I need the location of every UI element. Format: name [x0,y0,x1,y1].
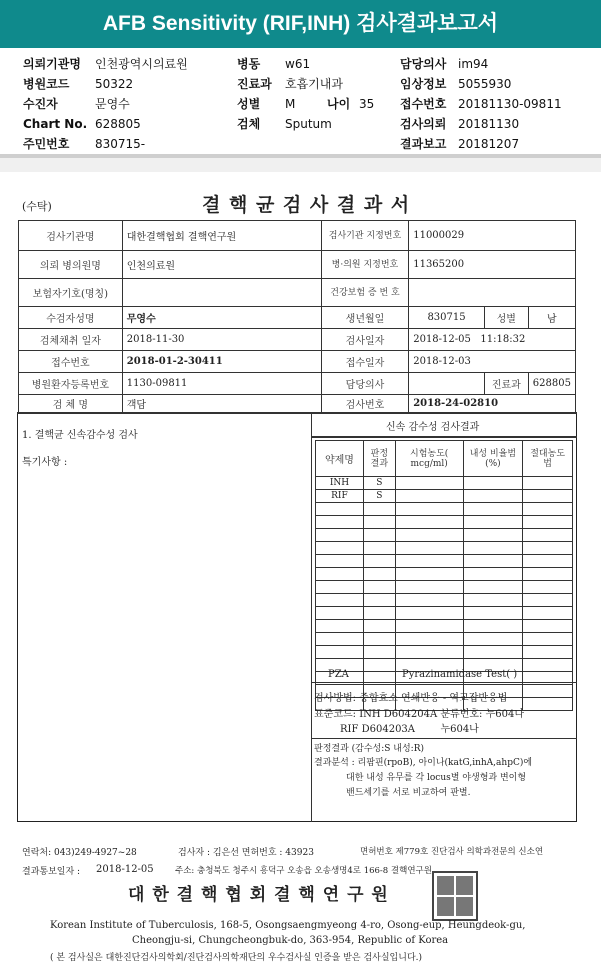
hospital-code-label: 병·의원 지정번호 [321,251,408,279]
empty-cell [523,633,573,646]
analysis-3: 밴드세기를 서로 비교하여 판별. [346,788,471,798]
analysis-2: 대한 내성 유무를 각 locus별 야생형과 변이형 [346,773,527,783]
judge: 판정결과 (감수성:S 내성:R) [314,744,424,754]
age-label: 나이 [327,97,351,111]
doctor-cell [409,373,485,395]
result-cell [523,490,573,503]
patient-name: 무영수 [122,307,321,329]
specimen-name-label: 검 체 명 [19,395,123,413]
patient-label: 수진자 [23,97,58,111]
empty-cell [363,594,395,607]
hospital-code-label: 병원코드 [23,77,70,91]
results-title: 신속 감수성 검사결과 [386,422,480,433]
pza-label: PZA [328,669,349,680]
request-date-value: 20181130 [458,117,520,131]
exam-org-code: 11000029 [409,221,576,251]
hospital: 인천의료원 [122,251,321,279]
collect-date-label: 검체채취 일자 [19,329,123,351]
receipt-no-value: 20181130-09811 [458,97,562,111]
empty-cell [363,633,395,646]
empty-cell [463,620,523,633]
department-value: 호흡기내과 [285,77,343,91]
hospital-code: 11365200 [409,251,576,279]
empty-cell [395,516,463,529]
result-cell [395,490,463,503]
empty-cell [316,568,364,581]
reg-no: 1130-09811 [122,373,321,395]
doctor-label: 담당의사 [400,57,447,71]
english-address-1: Korean Institute of Tuberculosis, 168-5, Osongsaengmyeong 4-ro, Osong-eup, Heungdeok-gu, [50,920,526,931]
empty-cell [523,698,573,711]
contact: 연락처: 043)249-4927~28 [22,848,137,858]
result-header: 판정 결과 [363,441,395,477]
accreditation-note: ( 본 검사실은 대한진단검사의학회/진단검사의학재단의 우수검사실 인증을 받은 검사실입니다.) [50,953,423,963]
dob: 830715 [409,307,485,329]
report-title: AFB Sensitivity (RIF,INH) 검사결과보고서 [0,0,601,48]
empty-cell [316,503,364,516]
sex-cell: 남 [528,307,575,329]
empty-cell [523,516,573,529]
empty-cell [363,646,395,659]
empty-cell [395,568,463,581]
result-cell [463,477,523,490]
test-no: 2018-24-02810 [409,395,576,413]
specimen-value: Sputum [285,117,332,131]
reg-no-label: 병원환자등록번호 [19,373,123,395]
empty-cell [523,568,573,581]
concentration-header: 시험농도( mcg/ml) [395,441,463,477]
clinical-info-label: 임상정보 [400,77,447,91]
empty-cell [463,607,523,620]
empty-cell [363,555,395,568]
insurance-value [122,279,321,307]
collect-date: 2018-11-30 [122,329,321,351]
empty-cell [316,633,364,646]
sex-cell-label: 성별 [484,307,528,329]
empty-cell [316,516,364,529]
empty-cell [395,542,463,555]
std-code-2: RIF D604203A 누604나 [340,724,479,735]
method-line [311,738,577,739]
license: 면허번호 제779호 진단검사 의학과전문의 신소연 [360,847,544,857]
patient-value: 문영수 [95,97,130,111]
separator-band [0,158,601,172]
empty-cell [523,594,573,607]
result-cell [523,477,573,490]
department-label: 진료과 [237,77,272,91]
pza-test: Pyrazinamidase Test( ) [402,669,518,680]
institution-label: 의뢰기관명 [23,57,81,71]
empty-cell [395,581,463,594]
empty-cell [395,594,463,607]
doctor-value: im94 [458,57,489,71]
empty-cell [363,542,395,555]
info-table [18,220,576,413]
empty-cell [463,594,523,607]
empty-cell [395,633,463,646]
drug-inh: INH [316,477,364,490]
empty-cell [523,646,573,659]
empty-cell [523,607,573,620]
empty-cell [316,620,364,633]
empty-cell [316,529,364,542]
empty-cell [395,607,463,620]
insurance-card-label: 건강보험 증 번 호 [321,279,408,307]
results-top-line [17,412,577,414]
empty-cell [363,516,395,529]
ratio-header: 내성 비율범(%) [463,441,523,477]
dob-label: 생년월일 [321,307,408,329]
receipt-no-label: 접수번호 [400,97,447,111]
inspector: 검사자 : 김은선 면허번호 : 43923 [178,848,314,858]
test-date-label: 검사일자 [321,329,408,351]
result-rif: S [363,490,395,503]
empty-cell [363,568,395,581]
clinical-info-value: 5055930 [458,77,512,91]
empty-cell [463,646,523,659]
test-datetime [409,329,576,351]
doctor-cell-label: 담당의사 [321,373,408,395]
results-title-line [311,436,577,438]
empty-cell [316,542,364,555]
official-seal [432,871,478,921]
empty-cell [363,620,395,633]
header-col2 [237,55,374,135]
specimen-label: 검체 [237,117,261,131]
empty-cell [363,529,395,542]
header-col1 [23,55,188,155]
insurance-label: 보험자기호(명칭) [19,279,123,307]
english-address-2: Cheongju-si, Chungcheongbuk-do, 363-954, Republic of Korea [132,935,449,946]
test-date: 2018-12-05 [413,334,471,345]
result-cell [395,477,463,490]
drug-header: 약제명 [316,441,364,477]
empty-cell [395,620,463,633]
empty-cell [463,516,523,529]
empty-cell [523,542,573,555]
resident-no-label: 주민번호 [23,137,70,151]
empty-cell [463,503,523,516]
dept-cell: 628805 [528,373,575,395]
specimen-name: 객담 [122,395,321,413]
absolute-header: 절대농도 법 [523,441,573,477]
header-col3 [400,55,562,155]
exam-org: 대한결핵협회 결핵연구원 [122,221,321,251]
pza-line [311,682,577,683]
sex-value: M [285,97,296,111]
address: 주소: 충청북도 청주시 흥덕구 오송읍 오송생명4로 166-8 결핵연구원 [175,866,432,876]
empty-cell [523,685,573,698]
empty-cell [523,620,573,633]
empty-cell [395,529,463,542]
chart-no-value: 628805 [95,117,141,131]
empty-cell [363,581,395,594]
insurance-card-value [409,279,576,307]
empty-cell [463,555,523,568]
analysis-1: 결과분석 : 리팜핀(rpoB), 아이나(katG,inhA,ahpC)에 [314,758,533,768]
empty-cell [523,529,573,542]
hospital-code-value: 50322 [95,77,134,91]
special-note-label: 특기사항 : [22,457,68,468]
empty-cell [316,646,364,659]
empty-cell [316,581,364,594]
recv-no-label: 접수번호 [19,351,123,373]
empty-cell [316,555,364,568]
scanned-report [0,172,601,976]
institution-value: 인천광역시의료원 [95,57,188,71]
dept-cell-label: 진료과 [484,373,528,395]
recv-date: 2018-12-03 [409,351,576,373]
empty-cell [523,555,573,568]
empty-cell [363,659,395,672]
exam-org-label: 검사기관명 [19,221,123,251]
empty-cell [463,542,523,555]
sex-label: 성별 [237,97,261,111]
empty-cell [523,659,573,672]
empty-cell [316,594,364,607]
ward-label: 병동 [237,57,261,71]
results-divider [311,412,312,822]
hospital-label: 의뢰 병의원명 [19,251,123,279]
drug-rif: RIF [316,490,364,503]
request-date-label: 검사의뢰 [400,117,447,131]
report-date-value: 20181207 [458,137,520,151]
empty-cell [463,568,523,581]
empty-cell [395,646,463,659]
empty-cell [395,503,463,516]
chart-no-label: Chart No. [23,117,88,131]
test-no-label: 검사번호 [321,395,408,413]
section-title: 1. 결핵균 신속감수성 검사 [22,430,138,441]
recv-date-label: 접수일자 [321,351,408,373]
patient-name-label: 수검자성명 [19,307,123,329]
empty-cell [363,503,395,516]
trust-label: (수탁) [22,200,52,213]
empty-cell [523,503,573,516]
report-date-label: 결과통보일자 : [22,867,81,877]
empty-cell [463,529,523,542]
method: 검사방법: 중합효소 연쇄반응 - 역교잡반응법 [314,693,508,704]
empty-cell [395,555,463,568]
ward-value: w61 [285,57,311,71]
doc-title: 결 핵 균 검 사 결 과 서 [202,194,411,216]
empty-cell [316,607,364,620]
result-inh: S [363,477,395,490]
std-code-1: 표준코드: INH D604204A 분류번호: 누604나 [314,709,524,720]
empty-cell [463,581,523,594]
resident-no-value: 830715- [95,137,146,151]
empty-cell [363,607,395,620]
report-date-label: 결과보고 [400,137,447,151]
report-date: 2018-12-05 [96,864,154,875]
test-time: 11:18:32 [480,334,526,345]
empty-cell [463,633,523,646]
exam-org-code-label: 검사기관 지정번호 [321,221,408,251]
result-cell [463,490,523,503]
recv-no: 2018-01-2-30411 [122,351,321,373]
age-value: 35 [359,97,375,111]
institute-name: 대 한 결 핵 협 회 결 핵 연 구 원 [128,885,389,905]
empty-cell [523,581,573,594]
